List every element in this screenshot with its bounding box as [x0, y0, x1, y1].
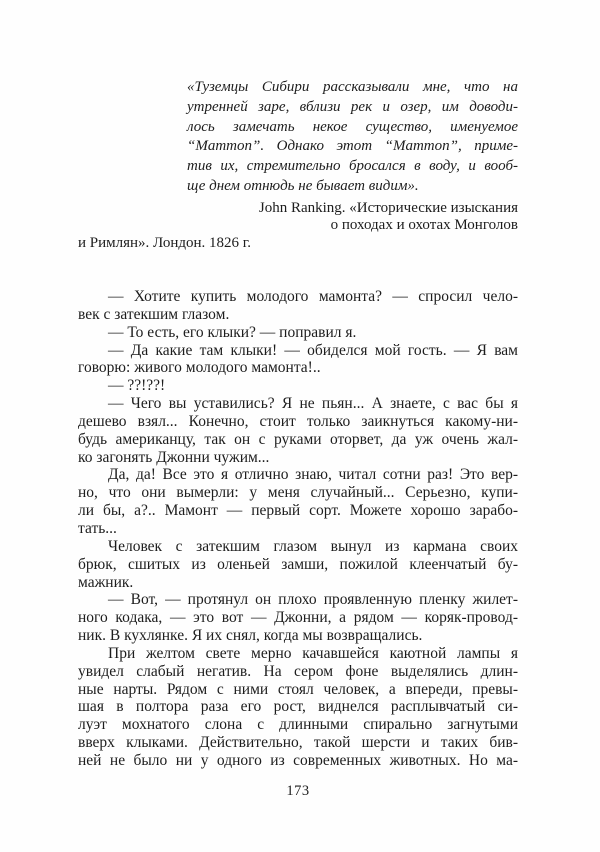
body-text	[78, 288, 518, 770]
text-line: шая в полтора раза его рост, виднелся расплывчатый си-	[78, 698, 518, 716]
text-line: — Хотите купить молодого мамонта? — спросил чело-	[108, 288, 518, 305]
text-line: ко загонять Джонни чужим...	[78, 448, 270, 466]
paragraph	[78, 591, 518, 645]
paragraph	[78, 377, 518, 395]
text-line: брюк, сшитых из оленьей замши, пожилой клеенчатый бу-	[78, 555, 518, 573]
text-line: Человек с затекшим глазом вынул из кармана своих	[108, 537, 518, 555]
text-line: тать...	[78, 519, 117, 537]
text-line: — ??!??!	[108, 377, 166, 395]
paragraph	[78, 288, 518, 324]
paragraph	[78, 342, 518, 378]
epigraph-line: утренней заре, вблизи рек и озер, им доводи-	[187, 98, 518, 115]
text-line: луэт мохнатого слона с длинными спирально загнутыми	[78, 716, 518, 734]
text-line: — Вот, — протянул он плохо проявленную пленку жилет-	[108, 591, 518, 609]
epigraph-attribution	[78, 200, 518, 252]
epigraph-line: «Туземцы Сибири рассказывали мне, что на	[187, 79, 518, 95]
epigraph-line: ще днем отнюдь не бывает видим».	[187, 177, 419, 194]
epigraph-line: лось замечать некое существо, именуемое	[187, 118, 518, 135]
attribution-line: о походах и охотах Монголов	[330, 217, 518, 234]
text-line: будь американцу, так он с руками оторвет, да уж очень жал-	[78, 430, 518, 448]
attribution-line: John Ranking. «Исторические изыскания	[258, 199, 518, 216]
text-block	[78, 78, 518, 770]
paragraph	[78, 395, 518, 466]
text-line: ли бы, а?.. Мамонт — первый сорт. Можете хорошо зарабо-	[78, 502, 518, 520]
text-line: — Чего вы уставились? Я не пьян... А знаете, с вас бы я	[108, 395, 518, 413]
page-number: 173	[286, 783, 310, 799]
text-line: ник. В кухлянке. Я их снял, когда мы возвращались.	[78, 627, 423, 645]
text-line: мажник.	[78, 573, 134, 591]
text-line: век с затекшим глазом.	[78, 305, 230, 323]
paragraph	[78, 466, 518, 537]
text-line: увидел слабый негатив. На сером фоне выделялись длин-	[78, 662, 518, 680]
paragraph	[78, 324, 518, 342]
text-line: Да, да! Все это я отлично знаю, читал сотни раз! Это вер-	[108, 466, 518, 484]
epigraph	[187, 78, 518, 197]
paragraph	[78, 645, 518, 770]
text-line: — Да какие там клыки! — обиделся мой гость. — Я вам	[108, 341, 518, 359]
text-line: вверх клыками. Действительно, такой шерсти и таких бив-	[78, 734, 518, 752]
epigraph-line: “Mammon”. Однако этот “Mammon”, приме-	[187, 138, 518, 155]
text-line: — То есть, его клыки? — поправил я.	[108, 323, 357, 341]
text-line: дешево взял... Конечно, стоит только заикнуться какому-ни-	[78, 412, 518, 430]
text-line: ней не было ни у одного из современных животных. Но ма-	[78, 751, 518, 769]
attribution-line: и Римлян». Лондон. 1826 г.	[78, 234, 251, 251]
epigraph-line: тив их, стремительно бросался в воду, и вооб-	[187, 158, 518, 175]
text-line: но, что они вымерли: у меня случайный... Серьезно, купи-	[78, 484, 518, 502]
text-line: ного кодака, — это вот — Джонни, а рядом — коряк-провод-	[78, 609, 518, 627]
text-line: ные нарты. Рядом с ними стоял человек, а впереди, превы-	[78, 680, 518, 698]
text-line: При желтом свете мерно качавшейся каютной лампы я	[108, 644, 518, 662]
text-line: говорю: живого молодого мамонта!..	[78, 359, 321, 377]
paragraph	[78, 538, 518, 592]
